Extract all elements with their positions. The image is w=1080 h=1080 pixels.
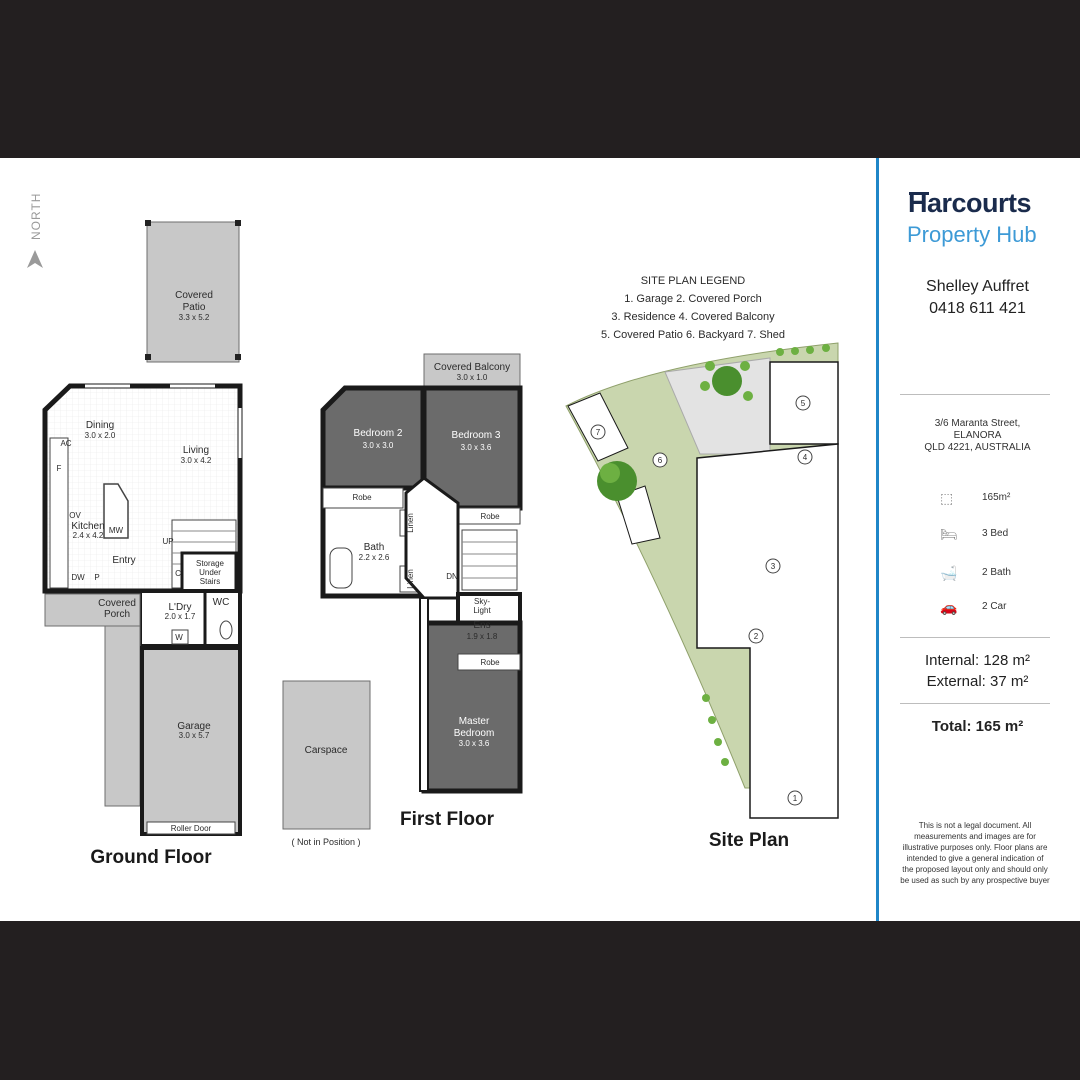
north-arrow-icon xyxy=(27,250,43,268)
site-marker-1 xyxy=(788,791,802,805)
master-robe-label: Robe xyxy=(480,658,500,667)
site-plan xyxy=(566,275,838,851)
divider xyxy=(900,703,1050,704)
bath-size: 2.2 x 2.6 xyxy=(358,553,390,562)
stairs-down-label: DN xyxy=(446,572,458,581)
fridge-label: F xyxy=(56,464,62,473)
bath-icon: 🛁 xyxy=(940,565,958,581)
site-legend-line-3: 5. Covered Patio 6. Backyard 7. Shed xyxy=(600,329,786,341)
stairs-up-label: UP xyxy=(162,537,174,546)
car-icon: 🚗 xyxy=(940,599,958,615)
ensuite-size: 1.9 x 1.8 xyxy=(466,632,498,641)
site-legend-title: SITE PLAN LEGEND xyxy=(640,275,746,287)
skylight-label-2: Light xyxy=(473,606,491,615)
linen-label-1: Linen xyxy=(406,513,415,533)
kitchen-label: Kitchen xyxy=(71,521,105,532)
oven-label: OV xyxy=(69,511,81,520)
garage-size: 3.0 x 5.7 xyxy=(178,731,210,740)
site-marker-2 xyxy=(749,629,763,643)
master-label-1: Master xyxy=(458,716,490,727)
laundry-size: 2.0 x 1.7 xyxy=(164,612,196,621)
bed3-robe-label: Robe xyxy=(480,512,500,521)
agent-phone[interactable]: 0418 611 421 xyxy=(929,300,1026,317)
svg-text:7: 7 xyxy=(595,428,601,437)
first-floor-title: First Floor xyxy=(400,809,494,830)
roller-door-label: Roller Door xyxy=(170,824,212,833)
bedroom3-label: Bedroom 3 xyxy=(451,430,501,441)
master-bedroom-area xyxy=(424,623,520,791)
external-area: External: 37 m² xyxy=(926,673,1029,690)
dining-size: 3.0 x 2.0 xyxy=(84,431,116,440)
microwave-label: MW xyxy=(108,526,124,535)
covered-balcony-label: Covered Balcony xyxy=(433,362,511,373)
disclaimer: This is not a legal document. All measurements and images are for illustrative purposes only. Floor plans are intended to give a general indication of the proposed layout only and should only be used as such by any prospective buyer xyxy=(900,821,1050,885)
covered-porch-label-1: Covered xyxy=(98,598,136,609)
garage-label: Garage xyxy=(177,721,211,732)
washer-label: W xyxy=(175,633,183,642)
floor-plan-drawing xyxy=(0,158,870,921)
site-residence xyxy=(697,444,838,818)
svg-text:3: 3 xyxy=(770,562,776,571)
site-legend-line-2: 3. Residence 4. Covered Balcony xyxy=(611,311,775,323)
storage-label-3: Stairs xyxy=(199,577,221,586)
internal-area: Internal: 128 m² xyxy=(924,652,1031,669)
site-marker-4 xyxy=(798,450,812,464)
covered-porch-label-2: Porch xyxy=(103,609,131,620)
feature-area-text: 165m² xyxy=(982,492,1011,503)
covered-patio-label-1: Covered xyxy=(175,290,213,301)
ac-label: AC xyxy=(60,439,72,448)
sidebar-divider xyxy=(876,158,879,921)
master-label-2: Bedroom xyxy=(453,728,495,739)
feature-car xyxy=(940,599,1070,615)
dining-label: Dining xyxy=(85,420,115,431)
feature-car-text: 2 Car xyxy=(982,601,1007,612)
svg-text:4: 4 xyxy=(802,453,808,462)
bedroom2-size: 3.0 x 3.0 xyxy=(362,441,394,450)
ground-floor-title: Ground Floor xyxy=(90,847,212,868)
brand-logo: Harcourts xyxy=(908,188,1032,218)
address-line-2: ELANORA xyxy=(953,430,1002,441)
bedroom3-size: 3.0 x 3.6 xyxy=(460,443,492,452)
svg-text:1: 1 xyxy=(792,794,798,803)
bedroom2-label: Bedroom 2 xyxy=(353,428,403,439)
feature-area xyxy=(940,490,1070,506)
feature-bath xyxy=(940,565,1070,581)
cupboard-label: C xyxy=(175,569,181,578)
master-size: 3.0 x 3.6 xyxy=(458,739,490,748)
carspace-label: Carspace xyxy=(304,745,348,756)
carspace-plan xyxy=(283,681,370,847)
north-label: NORTH xyxy=(29,192,43,240)
site-plan-title: Site Plan xyxy=(708,830,790,851)
storage-label-2: Under xyxy=(199,568,221,577)
feature-bed-text: 3 Bed xyxy=(982,528,1009,539)
wc-label: WC xyxy=(212,597,230,608)
area-icon: ⬚ xyxy=(940,490,954,506)
bed2-robe-label: Robe xyxy=(352,493,372,502)
site-marker-5 xyxy=(796,396,810,410)
skylight-label-1: Sky- xyxy=(474,597,490,606)
feature-bed xyxy=(940,526,1070,542)
sidebar-panel xyxy=(880,158,1080,921)
site-marker-7 xyxy=(591,425,605,439)
north-arrow xyxy=(27,193,43,268)
bath-label: Bath xyxy=(363,542,385,553)
address-line-1: 3/6 Maranta Street, xyxy=(934,418,1021,429)
carspace-note: ( Not in Position ) xyxy=(291,837,361,847)
site-marker-3 xyxy=(766,559,780,573)
linen-label-2: Linen xyxy=(406,569,415,589)
svg-text:2: 2 xyxy=(753,632,759,641)
svg-text:5: 5 xyxy=(800,399,806,408)
pantry-label: P xyxy=(94,573,100,582)
kitchen-size: 2.4 x 4.2 xyxy=(72,531,104,540)
site-legend-line-1: 1. Garage 2. Covered Porch xyxy=(624,293,762,305)
agent-name: Shelley Auffret xyxy=(926,278,1029,295)
covered-patio-size: 3.3 x 5.2 xyxy=(178,313,210,322)
floor-plan-sheet xyxy=(0,158,1080,921)
storage-label-1: Storage xyxy=(195,559,225,568)
living-size: 3.0 x 4.2 xyxy=(180,456,212,465)
feature-bath-text: 2 Bath xyxy=(982,567,1011,578)
total-area: Total: 165 m² xyxy=(931,718,1024,735)
bed-icon: 🛏 xyxy=(940,526,958,542)
laundry-label: L'Dry xyxy=(168,602,192,613)
entry-label: Entry xyxy=(112,555,136,566)
dishwasher-label: DW xyxy=(71,573,85,582)
garage-area xyxy=(142,648,240,834)
covered-balcony-size: 3.0 x 1.0 xyxy=(456,373,488,382)
site-marker-6 xyxy=(653,453,667,467)
divider xyxy=(900,637,1050,638)
brand-subtitle: Property Hub xyxy=(907,222,1037,247)
covered-patio-label-2: Patio xyxy=(182,302,206,313)
living-label: Living xyxy=(182,445,210,456)
ground-floor-plan xyxy=(45,220,241,868)
divider xyxy=(900,394,1050,395)
svg-text:6: 6 xyxy=(657,456,663,465)
ensuite-label: Ens xyxy=(473,620,491,631)
address-line-3: QLD 4221, AUSTRALIA xyxy=(924,442,1031,453)
